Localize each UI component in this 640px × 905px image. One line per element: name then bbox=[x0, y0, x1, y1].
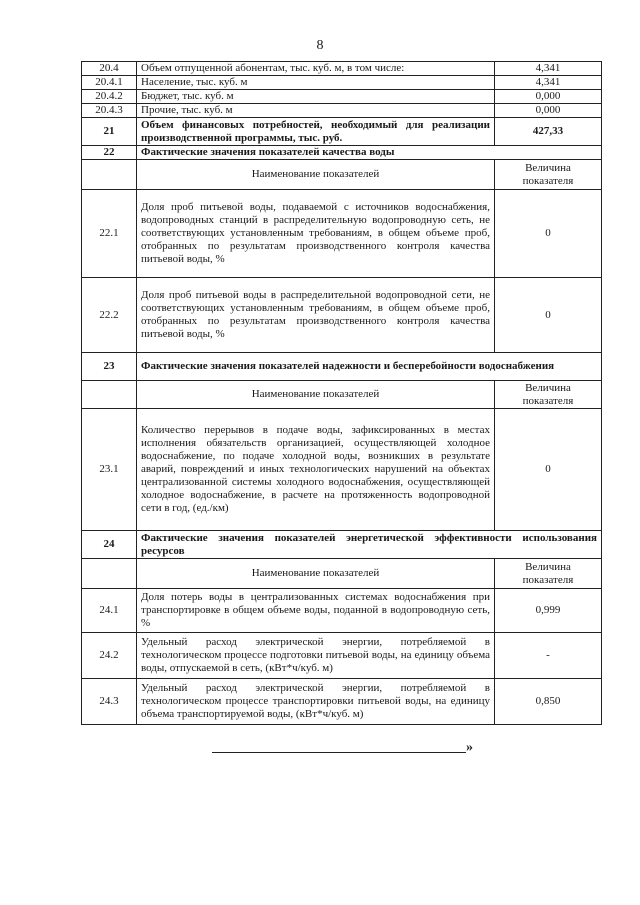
table-row bbox=[82, 90, 602, 104]
row-value: 427,33 bbox=[495, 118, 602, 146]
table-row bbox=[82, 76, 602, 90]
table-row bbox=[82, 104, 602, 118]
section-header-row bbox=[82, 146, 602, 160]
row-number: 20.4.1 bbox=[82, 76, 137, 90]
row-value: - bbox=[495, 633, 602, 679]
row-number: 20.4.3 bbox=[82, 104, 137, 118]
row-value: 0 bbox=[495, 190, 602, 278]
section-header-row bbox=[82, 353, 602, 381]
row-name: Количество перерывов в подаче воды, зафиксированных в местах исполнения обязательств организацией, осуществляющей холодное водоснабжение, по подаче холодной воды, возникших в результате аварий, повреждений и иных технологических нарушений на объектах централизованной системы холодного водоснабжения, осуществляющей холодное водоснабжение, в расчете на протяженность водопроводной сети в год, (ед./км) bbox=[137, 409, 495, 531]
row-name: Население, тыс. куб. м bbox=[137, 76, 495, 90]
column-header-name: Наименование показателей bbox=[137, 381, 495, 409]
column-header-value: Величина показателя bbox=[495, 160, 602, 190]
row-value: 0,000 bbox=[495, 90, 602, 104]
section-title: Фактические значения показателей энергетической эффективности использования ресурсов bbox=[137, 531, 602, 559]
table-row bbox=[82, 633, 602, 679]
section-title: Фактические значения показателей надежности и бесперебойности водоснабжения bbox=[137, 353, 602, 381]
table-row bbox=[82, 409, 602, 531]
column-header-value: Величина показателя bbox=[495, 381, 602, 409]
row-value: 0,999 bbox=[495, 589, 602, 633]
row-number: 20.4 bbox=[82, 62, 137, 76]
section-number: 24 bbox=[82, 531, 137, 559]
row-name: Доля проб питьевой воды, подаваемой с источников водоснабжения, водопроводных станций в распределительную водопроводную сеть, не соответствующих установленным требованиям, в общем объеме проб, отобранных по результатам производственного контроля качества питьевой воды, % bbox=[137, 190, 495, 278]
signature-line bbox=[212, 751, 466, 753]
row-number: 24.1 bbox=[82, 589, 137, 633]
column-header-row bbox=[82, 381, 602, 409]
indicators-table bbox=[81, 61, 602, 725]
row-number: 24.3 bbox=[82, 679, 137, 725]
row-value: 0,850 bbox=[495, 679, 602, 725]
row-name: Бюджет, тыс. куб. м bbox=[137, 90, 495, 104]
page-number: 8 bbox=[316, 38, 324, 53]
column-header-value: Величина показателя bbox=[495, 559, 602, 589]
row-name: Прочие, тыс. куб. м bbox=[137, 104, 495, 118]
row-number: 24.2 bbox=[82, 633, 137, 679]
row-name: Удельный расход электрической энергии, потребляемой в технологическом процессе подготовки питьевой воды, на единицу объема воды, отпускаемой в сеть, (кВт*ч/куб. м) bbox=[137, 633, 495, 679]
table-row bbox=[82, 118, 602, 146]
row-number: 21 bbox=[82, 118, 137, 146]
section-header-row bbox=[82, 531, 602, 559]
row-value: 4,341 bbox=[495, 62, 602, 76]
row-name: Доля потерь воды в централизованных системах водоснабжения при транспортировке в общем объеме воды, поданной в водопроводную сеть, % bbox=[137, 589, 495, 633]
section-title: Фактические значения показателей качества воды bbox=[137, 146, 602, 160]
column-header-name: Наименование показателей bbox=[137, 160, 495, 190]
section-number: 23 bbox=[82, 353, 137, 381]
table-row bbox=[82, 278, 602, 353]
column-header-row bbox=[82, 160, 602, 190]
row-value: 0 bbox=[495, 409, 602, 531]
table-row bbox=[82, 589, 602, 633]
row-number: 23.1 bbox=[82, 409, 137, 531]
column-header-name: Наименование показателей bbox=[137, 559, 495, 589]
row-name: Объем отпущенной абонентам, тыс. куб. м, в том числе: bbox=[137, 62, 495, 76]
row-value: 0,000 bbox=[495, 104, 602, 118]
closing-quote-mark: » bbox=[466, 740, 473, 755]
row-name: Удельный расход электрической энергии, потребляемой в технологическом процессе транспортировки питьевой воды, на единицу объема транспортируемой воды, (кВт*ч/куб. м) bbox=[137, 679, 495, 725]
section-number: 22 bbox=[82, 146, 137, 160]
row-number: 22.2 bbox=[82, 278, 137, 353]
row-name: Доля проб питьевой воды в распределительной водопроводной сети, не соответствующих установленным требованиям, в общем объеме проб, отобранных по результатам производственного контроля качества питьевой воды, % bbox=[137, 278, 495, 353]
row-number: 20.4.2 bbox=[82, 90, 137, 104]
row-number: 22.1 bbox=[82, 190, 137, 278]
row-value: 4,341 bbox=[495, 76, 602, 90]
table-row bbox=[82, 679, 602, 725]
table-row bbox=[82, 62, 602, 76]
column-header-row bbox=[82, 559, 602, 589]
row-name: Объем финансовых потребностей, необходимый для реализации производственной программы, тыс. руб. bbox=[137, 118, 495, 146]
row-value: 0 bbox=[495, 278, 602, 353]
table-row bbox=[82, 190, 602, 278]
